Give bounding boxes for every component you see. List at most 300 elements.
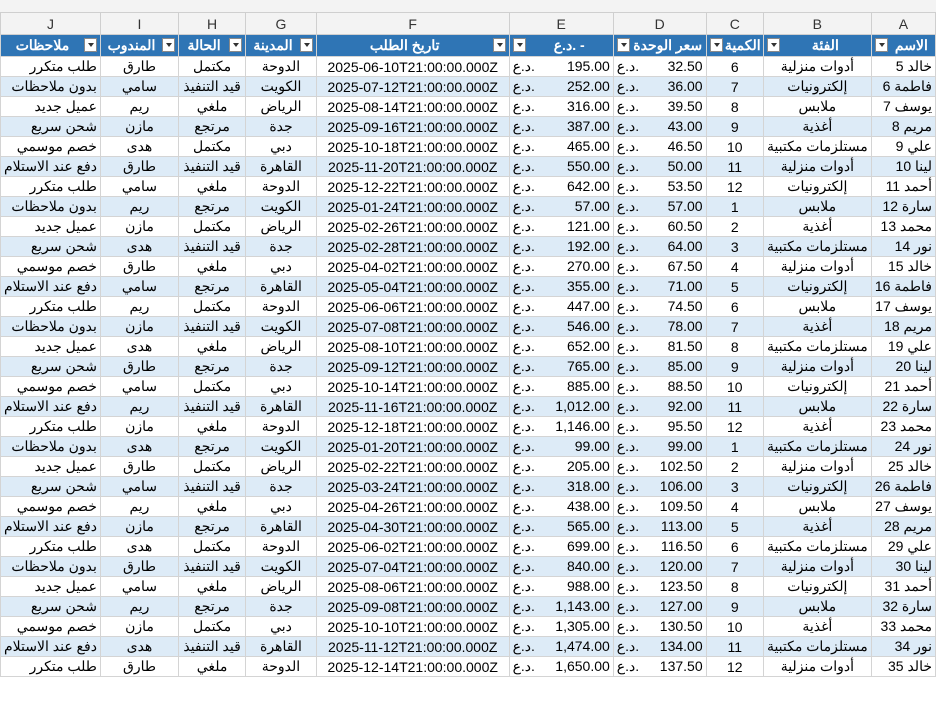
cell-total[interactable] [509, 597, 613, 617]
cell-name[interactable]: سارة 32 [871, 597, 935, 617]
cell-rep[interactable]: طارق [100, 357, 178, 377]
cell-total[interactable] [509, 397, 613, 417]
cell-unit-price[interactable] [613, 157, 706, 177]
cell-status[interactable]: ملغي [179, 257, 246, 277]
cell-name[interactable]: لينا 10 [871, 157, 935, 177]
cell-unit-price[interactable] [613, 137, 706, 157]
cell-name[interactable]: سارة 12 [871, 197, 935, 217]
cell-rep[interactable]: هدى [100, 337, 178, 357]
cell-city[interactable]: دبي [246, 377, 317, 397]
cell-quantity[interactable]: 11 [706, 397, 763, 417]
cell-unit-price[interactable] [613, 557, 706, 577]
cell-unit-price[interactable] [613, 417, 706, 437]
cell-status[interactable]: قيد التنفيذ [179, 477, 246, 497]
cell-notes[interactable]: دفع عند الاستلام [1, 157, 101, 177]
cell-order-date[interactable]: 2025-07-04T21:00:00.000Z [316, 557, 509, 577]
cell-unit-price[interactable] [613, 297, 706, 317]
cell-rep[interactable]: طارق [100, 457, 178, 477]
cell-rep[interactable]: هدى [100, 237, 178, 257]
cell-total[interactable] [509, 197, 613, 217]
cell-category[interactable]: مستلزمات مكتبية [763, 437, 871, 457]
cell-city[interactable]: الرياض [246, 337, 317, 357]
cell-unit-price[interactable] [613, 657, 706, 677]
cell-quantity[interactable]: 12 [706, 177, 763, 197]
cell-order-date[interactable]: 2025-02-26T21:00:00.000Z [316, 217, 509, 237]
cell-notes[interactable]: بدون ملاحظات [1, 77, 101, 97]
column-header-e[interactable]: E [509, 13, 613, 35]
cell-quantity[interactable]: 11 [706, 637, 763, 657]
cell-unit-price[interactable] [613, 537, 706, 557]
cell-category[interactable]: ملابس [763, 597, 871, 617]
cell-status[interactable]: ملغي [179, 97, 246, 117]
cell-unit-price[interactable] [613, 77, 706, 97]
column-header-b[interactable]: B [763, 13, 871, 35]
cell-name[interactable]: أحمد 11 [871, 177, 935, 197]
cell-quantity[interactable]: 9 [706, 117, 763, 137]
cell-category[interactable]: أدوات منزلية [763, 357, 871, 377]
cell-status[interactable]: ملغي [179, 577, 246, 597]
cell-city[interactable]: الدوحة [246, 297, 317, 317]
cell-total[interactable] [509, 657, 613, 677]
header-status[interactable] [179, 35, 246, 57]
cell-total[interactable] [509, 57, 613, 77]
cell-category[interactable]: إلكترونيات [763, 77, 871, 97]
cell-notes[interactable]: بدون ملاحظات [1, 197, 101, 217]
cell-quantity[interactable]: 7 [706, 317, 763, 337]
filter-dropdown-icon[interactable] [767, 38, 780, 52]
cell-name[interactable]: محمد 33 [871, 617, 935, 637]
cell-total[interactable] [509, 357, 613, 377]
cell-quantity[interactable]: 7 [706, 77, 763, 97]
cell-status[interactable]: مرتجع [179, 517, 246, 537]
cell-category[interactable]: أدوات منزلية [763, 257, 871, 277]
cell-total[interactable] [509, 557, 613, 577]
cell-category[interactable]: أدوات منزلية [763, 657, 871, 677]
cell-total[interactable] [509, 517, 613, 537]
cell-total[interactable] [509, 297, 613, 317]
cell-total[interactable] [509, 217, 613, 237]
cell-status[interactable]: مرتجع [179, 357, 246, 377]
cell-notes[interactable]: دفع عند الاستلام [1, 277, 101, 297]
cell-notes[interactable]: طلب متكرر [1, 177, 101, 197]
cell-city[interactable]: الدوحة [246, 537, 317, 557]
cell-rep[interactable]: سامي [100, 377, 178, 397]
cell-quantity[interactable]: 9 [706, 357, 763, 377]
cell-notes[interactable]: عميل جديد [1, 577, 101, 597]
column-header-g[interactable]: G [246, 13, 317, 35]
cell-category[interactable]: إلكترونيات [763, 577, 871, 597]
cell-category[interactable]: أغذية [763, 617, 871, 637]
cell-quantity[interactable]: 10 [706, 377, 763, 397]
column-header-d[interactable]: D [613, 13, 706, 35]
cell-order-date[interactable]: 2025-09-12T21:00:00.000Z [316, 357, 509, 377]
cell-order-date[interactable]: 2025-04-26T21:00:00.000Z [316, 497, 509, 517]
cell-order-date[interactable]: 2025-12-18T21:00:00.000Z [316, 417, 509, 437]
cell-category[interactable]: مستلزمات مكتبية [763, 337, 871, 357]
cell-order-date[interactable]: 2025-05-04T21:00:00.000Z [316, 277, 509, 297]
cell-total[interactable] [509, 437, 613, 457]
cell-name[interactable]: خالد 35 [871, 657, 935, 677]
cell-unit-price[interactable] [613, 117, 706, 137]
cell-quantity[interactable]: 10 [706, 617, 763, 637]
cell-rep[interactable]: سامي [100, 277, 178, 297]
cell-city[interactable]: دبي [246, 497, 317, 517]
column-header-f[interactable]: F [316, 13, 509, 35]
cell-city[interactable]: الدوحة [246, 657, 317, 677]
cell-total[interactable] [509, 637, 613, 657]
cell-rep[interactable]: طارق [100, 657, 178, 677]
cell-status[interactable]: قيد التنفيذ [179, 637, 246, 657]
cell-city[interactable]: دبي [246, 617, 317, 637]
cell-rep[interactable]: هدى [100, 537, 178, 557]
cell-unit-price[interactable] [613, 517, 706, 537]
cell-city[interactable]: الرياض [246, 457, 317, 477]
cell-category[interactable]: أغذية [763, 117, 871, 137]
cell-name[interactable]: أحمد 21 [871, 377, 935, 397]
cell-status[interactable]: مكتمل [179, 297, 246, 317]
cell-order-date[interactable]: 2025-01-24T21:00:00.000Z [316, 197, 509, 217]
cell-notes[interactable]: دفع عند الاستلام [1, 637, 101, 657]
cell-quantity[interactable]: 8 [706, 577, 763, 597]
filter-dropdown-icon[interactable] [84, 38, 97, 52]
cell-status[interactable]: قيد التنفيذ [179, 77, 246, 97]
cell-rep[interactable]: ريم [100, 197, 178, 217]
cell-quantity[interactable]: 6 [706, 297, 763, 317]
cell-category[interactable]: أدوات منزلية [763, 57, 871, 77]
cell-status[interactable]: قيد التنفيذ [179, 397, 246, 417]
cell-unit-price[interactable] [613, 317, 706, 337]
cell-order-date[interactable]: 2025-01-20T21:00:00.000Z [316, 437, 509, 457]
cell-total[interactable] [509, 417, 613, 437]
cell-total[interactable] [509, 257, 613, 277]
cell-city[interactable]: الدوحة [246, 417, 317, 437]
cell-rep[interactable]: طارق [100, 57, 178, 77]
cell-notes[interactable]: شحن سريع [1, 117, 101, 137]
cell-name[interactable]: علي 19 [871, 337, 935, 357]
cell-status[interactable]: مكتمل [179, 57, 246, 77]
cell-notes[interactable]: خصم موسمي [1, 497, 101, 517]
cell-name[interactable]: علي 9 [871, 137, 935, 157]
cell-rep[interactable]: سامي [100, 77, 178, 97]
cell-quantity[interactable]: 4 [706, 497, 763, 517]
cell-total[interactable] [509, 617, 613, 637]
cell-quantity[interactable]: 1 [706, 197, 763, 217]
cell-category[interactable]: أغذية [763, 217, 871, 237]
cell-unit-price[interactable] [613, 97, 706, 117]
cell-status[interactable]: ملغي [179, 657, 246, 677]
cell-notes[interactable]: طلب متكرر [1, 417, 101, 437]
cell-notes[interactable]: عميل جديد [1, 457, 101, 477]
cell-name[interactable]: خالد 15 [871, 257, 935, 277]
cell-quantity[interactable]: 6 [706, 57, 763, 77]
cell-quantity[interactable]: 8 [706, 97, 763, 117]
cell-name[interactable]: مريم 8 [871, 117, 935, 137]
cell-name[interactable]: محمد 23 [871, 417, 935, 437]
cell-order-date[interactable]: 2025-12-14T21:00:00.000Z [316, 657, 509, 677]
cell-status[interactable]: قيد التنفيذ [179, 157, 246, 177]
cell-rep[interactable]: سامي [100, 177, 178, 197]
cell-category[interactable]: أدوات منزلية [763, 157, 871, 177]
cell-rep[interactable]: ريم [100, 497, 178, 517]
cell-name[interactable]: خالد 25 [871, 457, 935, 477]
column-header-c[interactable]: C [706, 13, 763, 35]
cell-name[interactable]: يوسف 17 [871, 297, 935, 317]
cell-unit-price[interactable] [613, 197, 706, 217]
cell-city[interactable]: الكويت [246, 197, 317, 217]
cell-status[interactable]: مرتجع [179, 437, 246, 457]
cell-unit-price[interactable] [613, 477, 706, 497]
header-name[interactable] [871, 35, 935, 57]
cell-quantity[interactable]: 5 [706, 517, 763, 537]
cell-name[interactable]: أحمد 31 [871, 577, 935, 597]
cell-total[interactable] [509, 577, 613, 597]
cell-name[interactable]: محمد 13 [871, 217, 935, 237]
cell-order-date[interactable]: 2025-04-02T21:00:00.000Z [316, 257, 509, 277]
cell-notes[interactable]: عميل جديد [1, 337, 101, 357]
cell-order-date[interactable]: 2025-02-22T21:00:00.000Z [316, 457, 509, 477]
cell-name[interactable]: فاطمة 16 [871, 277, 935, 297]
cell-unit-price[interactable] [613, 237, 706, 257]
cell-unit-price[interactable] [613, 357, 706, 377]
cell-total[interactable] [509, 157, 613, 177]
cell-category[interactable]: ملابس [763, 397, 871, 417]
filter-dropdown-icon[interactable] [710, 38, 723, 52]
cell-category[interactable]: ملابس [763, 297, 871, 317]
header-city[interactable] [246, 35, 317, 57]
cell-category[interactable]: ملابس [763, 497, 871, 517]
cell-name[interactable]: نور 34 [871, 637, 935, 657]
cell-order-date[interactable]: 2025-04-30T21:00:00.000Z [316, 517, 509, 537]
cell-category[interactable]: أدوات منزلية [763, 457, 871, 477]
cell-total[interactable] [509, 117, 613, 137]
cell-order-date[interactable]: 2025-10-10T21:00:00.000Z [316, 617, 509, 637]
cell-order-date[interactable]: 2025-10-14T21:00:00.000Z [316, 377, 509, 397]
cell-city[interactable]: دبي [246, 257, 317, 277]
cell-order-date[interactable]: 2025-08-06T21:00:00.000Z [316, 577, 509, 597]
cell-unit-price[interactable] [613, 437, 706, 457]
cell-city[interactable]: الدوحة [246, 57, 317, 77]
cell-unit-price[interactable] [613, 597, 706, 617]
cell-city[interactable]: الكويت [246, 317, 317, 337]
cell-total[interactable] [509, 377, 613, 397]
cell-rep[interactable]: مازن [100, 417, 178, 437]
cell-status[interactable]: مرتجع [179, 117, 246, 137]
cell-category[interactable]: ملابس [763, 97, 871, 117]
cell-total[interactable] [509, 137, 613, 157]
cell-city[interactable]: الرياض [246, 97, 317, 117]
cell-status[interactable]: ملغي [179, 177, 246, 197]
cell-unit-price[interactable] [613, 617, 706, 637]
cell-total[interactable] [509, 277, 613, 297]
cell-rep[interactable]: مازن [100, 517, 178, 537]
cell-city[interactable]: جدة [246, 237, 317, 257]
cell-city[interactable]: الكويت [246, 437, 317, 457]
cell-category[interactable]: أغذية [763, 517, 871, 537]
cell-unit-price[interactable] [613, 397, 706, 417]
column-header-h[interactable]: H [179, 13, 246, 35]
cell-notes[interactable]: شحن سريع [1, 477, 101, 497]
cell-quantity[interactable]: 8 [706, 337, 763, 357]
filter-dropdown-icon[interactable] [875, 38, 888, 52]
cell-total[interactable] [509, 337, 613, 357]
cell-quantity[interactable]: 10 [706, 137, 763, 157]
cell-unit-price[interactable] [613, 217, 706, 237]
cell-status[interactable]: قيد التنفيذ [179, 237, 246, 257]
cell-name[interactable]: مريم 18 [871, 317, 935, 337]
cell-unit-price[interactable] [613, 257, 706, 277]
cell-total[interactable] [509, 537, 613, 557]
filter-dropdown-icon[interactable] [229, 38, 242, 52]
filter-dropdown-icon[interactable] [162, 38, 175, 52]
cell-notes[interactable]: خصم موسمي [1, 377, 101, 397]
cell-name[interactable]: نور 24 [871, 437, 935, 457]
header-unit-price[interactable] [613, 35, 706, 57]
cell-category[interactable]: مستلزمات مكتبية [763, 637, 871, 657]
cell-notes[interactable]: طلب متكرر [1, 57, 101, 77]
cell-category[interactable]: أدوات منزلية [763, 557, 871, 577]
cell-order-date[interactable]: 2025-07-12T21:00:00.000Z [316, 77, 509, 97]
cell-order-date[interactable]: 2025-08-10T21:00:00.000Z [316, 337, 509, 357]
cell-unit-price[interactable] [613, 377, 706, 397]
cell-category[interactable]: مستلزمات مكتبية [763, 137, 871, 157]
cell-quantity[interactable]: 5 [706, 277, 763, 297]
cell-status[interactable]: مكتمل [179, 457, 246, 477]
cell-status[interactable]: مرتجع [179, 277, 246, 297]
cell-city[interactable]: جدة [246, 357, 317, 377]
cell-order-date[interactable]: 2025-06-10T21:00:00.000Z [316, 57, 509, 77]
cell-notes[interactable]: عميل جديد [1, 217, 101, 237]
cell-rep[interactable]: مازن [100, 117, 178, 137]
cell-category[interactable]: مستلزمات مكتبية [763, 237, 871, 257]
cell-notes[interactable]: شحن سريع [1, 357, 101, 377]
cell-total[interactable] [509, 477, 613, 497]
cell-rep[interactable]: ريم [100, 97, 178, 117]
cell-city[interactable]: الرياض [246, 577, 317, 597]
cell-total[interactable] [509, 237, 613, 257]
cell-notes[interactable]: شحن سريع [1, 597, 101, 617]
cell-category[interactable]: أغذية [763, 317, 871, 337]
header-notes[interactable] [1, 35, 101, 57]
cell-rep[interactable]: سامي [100, 477, 178, 497]
column-header-a[interactable]: A [871, 13, 935, 35]
cell-notes[interactable]: بدون ملاحظات [1, 557, 101, 577]
cell-notes[interactable]: خصم موسمي [1, 137, 101, 157]
cell-total[interactable] [509, 77, 613, 97]
cell-order-date[interactable]: 2025-08-14T21:00:00.000Z [316, 97, 509, 117]
cell-city[interactable]: دبي [246, 137, 317, 157]
cell-order-date[interactable]: 2025-06-06T21:00:00.000Z [316, 297, 509, 317]
cell-order-date[interactable]: 2025-02-28T21:00:00.000Z [316, 237, 509, 257]
cell-unit-price[interactable] [613, 277, 706, 297]
cell-quantity[interactable]: 4 [706, 257, 763, 277]
cell-rep[interactable]: هدى [100, 637, 178, 657]
cell-name[interactable]: فاطمة 26 [871, 477, 935, 497]
cell-notes[interactable]: بدون ملاحظات [1, 317, 101, 337]
cell-city[interactable]: القاهرة [246, 397, 317, 417]
filter-dropdown-icon[interactable] [617, 38, 630, 52]
cell-rep[interactable]: مازن [100, 317, 178, 337]
cell-name[interactable]: فاطمة 6 [871, 77, 935, 97]
cell-order-date[interactable]: 2025-07-08T21:00:00.000Z [316, 317, 509, 337]
header-rep[interactable] [100, 35, 178, 57]
cell-notes[interactable]: طلب متكرر [1, 537, 101, 557]
cell-category[interactable]: إلكترونيات [763, 477, 871, 497]
cell-city[interactable]: القاهرة [246, 277, 317, 297]
cell-name[interactable]: يوسف 27 [871, 497, 935, 517]
cell-order-date[interactable]: 2025-06-02T21:00:00.000Z [316, 537, 509, 557]
cell-total[interactable] [509, 497, 613, 517]
cell-status[interactable]: مكتمل [179, 617, 246, 637]
column-header-j[interactable]: J [1, 13, 101, 35]
cell-notes[interactable]: طلب متكرر [1, 657, 101, 677]
cell-city[interactable]: الكويت [246, 557, 317, 577]
header-total[interactable] [509, 35, 613, 57]
cell-rep[interactable]: طارق [100, 557, 178, 577]
cell-quantity[interactable]: 1 [706, 437, 763, 457]
filter-dropdown-icon[interactable] [513, 38, 526, 52]
cell-total[interactable] [509, 317, 613, 337]
cell-status[interactable]: ملغي [179, 497, 246, 517]
cell-rep[interactable]: هدى [100, 437, 178, 457]
cell-category[interactable]: أغذية [763, 417, 871, 437]
cell-status[interactable]: قيد التنفيذ [179, 317, 246, 337]
cell-status[interactable]: مكتمل [179, 217, 246, 237]
cell-status[interactable]: مكتمل [179, 537, 246, 557]
cell-order-date[interactable]: 2025-03-24T21:00:00.000Z [316, 477, 509, 497]
cell-order-date[interactable]: 2025-09-08T21:00:00.000Z [316, 597, 509, 617]
cell-status[interactable]: قيد التنفيذ [179, 557, 246, 577]
cell-status[interactable]: مكتمل [179, 377, 246, 397]
cell-status[interactable]: ملغي [179, 337, 246, 357]
cell-city[interactable]: جدة [246, 597, 317, 617]
cell-order-date[interactable]: 2025-11-20T21:00:00.000Z [316, 157, 509, 177]
cell-city[interactable]: جدة [246, 477, 317, 497]
cell-notes[interactable]: خصم موسمي [1, 617, 101, 637]
cell-unit-price[interactable] [613, 337, 706, 357]
cell-quantity[interactable]: 11 [706, 157, 763, 177]
cell-notes[interactable]: دفع عند الاستلام [1, 397, 101, 417]
cell-notes[interactable]: خصم موسمي [1, 257, 101, 277]
cell-rep[interactable]: مازن [100, 217, 178, 237]
cell-name[interactable]: سارة 22 [871, 397, 935, 417]
cell-rep[interactable]: ريم [100, 297, 178, 317]
cell-rep[interactable]: مازن [100, 617, 178, 637]
cell-category[interactable]: إلكترونيات [763, 377, 871, 397]
cell-quantity[interactable]: 7 [706, 557, 763, 577]
filter-dropdown-icon[interactable] [493, 38, 506, 52]
cell-quantity[interactable]: 6 [706, 537, 763, 557]
cell-unit-price[interactable] [613, 577, 706, 597]
filter-dropdown-icon[interactable] [300, 38, 313, 52]
cell-notes[interactable]: طلب متكرر [1, 297, 101, 317]
cell-name[interactable]: يوسف 7 [871, 97, 935, 117]
cell-total[interactable] [509, 177, 613, 197]
cell-rep[interactable]: هدى [100, 137, 178, 157]
cell-total[interactable] [509, 457, 613, 477]
cell-unit-price[interactable] [613, 637, 706, 657]
cell-rep[interactable]: ريم [100, 397, 178, 417]
cell-rep[interactable]: سامي [100, 577, 178, 597]
header-order-date[interactable] [316, 35, 509, 57]
cell-order-date[interactable]: 2025-12-22T21:00:00.000Z [316, 177, 509, 197]
cell-status[interactable]: ملغي [179, 417, 246, 437]
cell-unit-price[interactable] [613, 497, 706, 517]
cell-quantity[interactable]: 2 [706, 457, 763, 477]
cell-status[interactable]: مرتجع [179, 197, 246, 217]
cell-quantity[interactable]: 12 [706, 417, 763, 437]
cell-name[interactable]: مريم 28 [871, 517, 935, 537]
cell-quantity[interactable]: 2 [706, 217, 763, 237]
